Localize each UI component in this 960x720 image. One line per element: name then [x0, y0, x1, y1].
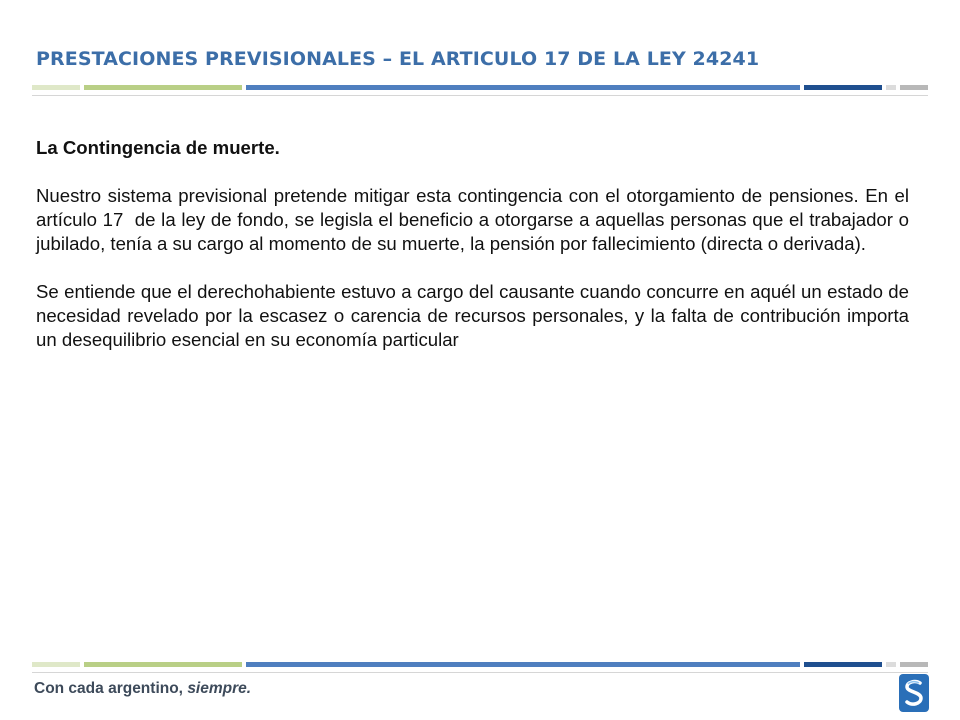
tagline-main: Con cada argentino,	[34, 680, 188, 697]
paragraph-pensions: Nuestro sistema previsional pretende mitigar esta contingencia con el otorgamiento de pensiones. En el artículo 17 de la ley de fondo, se legisla el beneficio a otorgarse a aquellas personas que el trabajador o jubilado, tenía a su cargo al momento de su muerte, la pensión por fallecimiento (directa o derivada).	[36, 185, 915, 254]
main-content	[36, 136, 915, 376]
page-title: PRESTACIONES PREVISIONALES – EL ARTICULO 17 DE LA LEY 24241	[36, 48, 760, 70]
bottom-divider-stripe	[32, 662, 928, 667]
anses-logo-icon	[899, 674, 929, 712]
paragraph-dependency: Se entiende que el derechohabiente estuvo a cargo del causante cuando concurre en aquél un estado de necesidad revelado por la escasez o carencia de recursos personales, y la falta de contribución importa un desequilibrio esencial en su economía particular	[36, 281, 915, 350]
top-divider-stripe	[32, 85, 928, 90]
footer-tagline	[34, 680, 251, 698]
section-heading: La Contingencia de muerte.	[36, 137, 280, 158]
tagline-emphasis: siempre.	[187, 680, 252, 697]
